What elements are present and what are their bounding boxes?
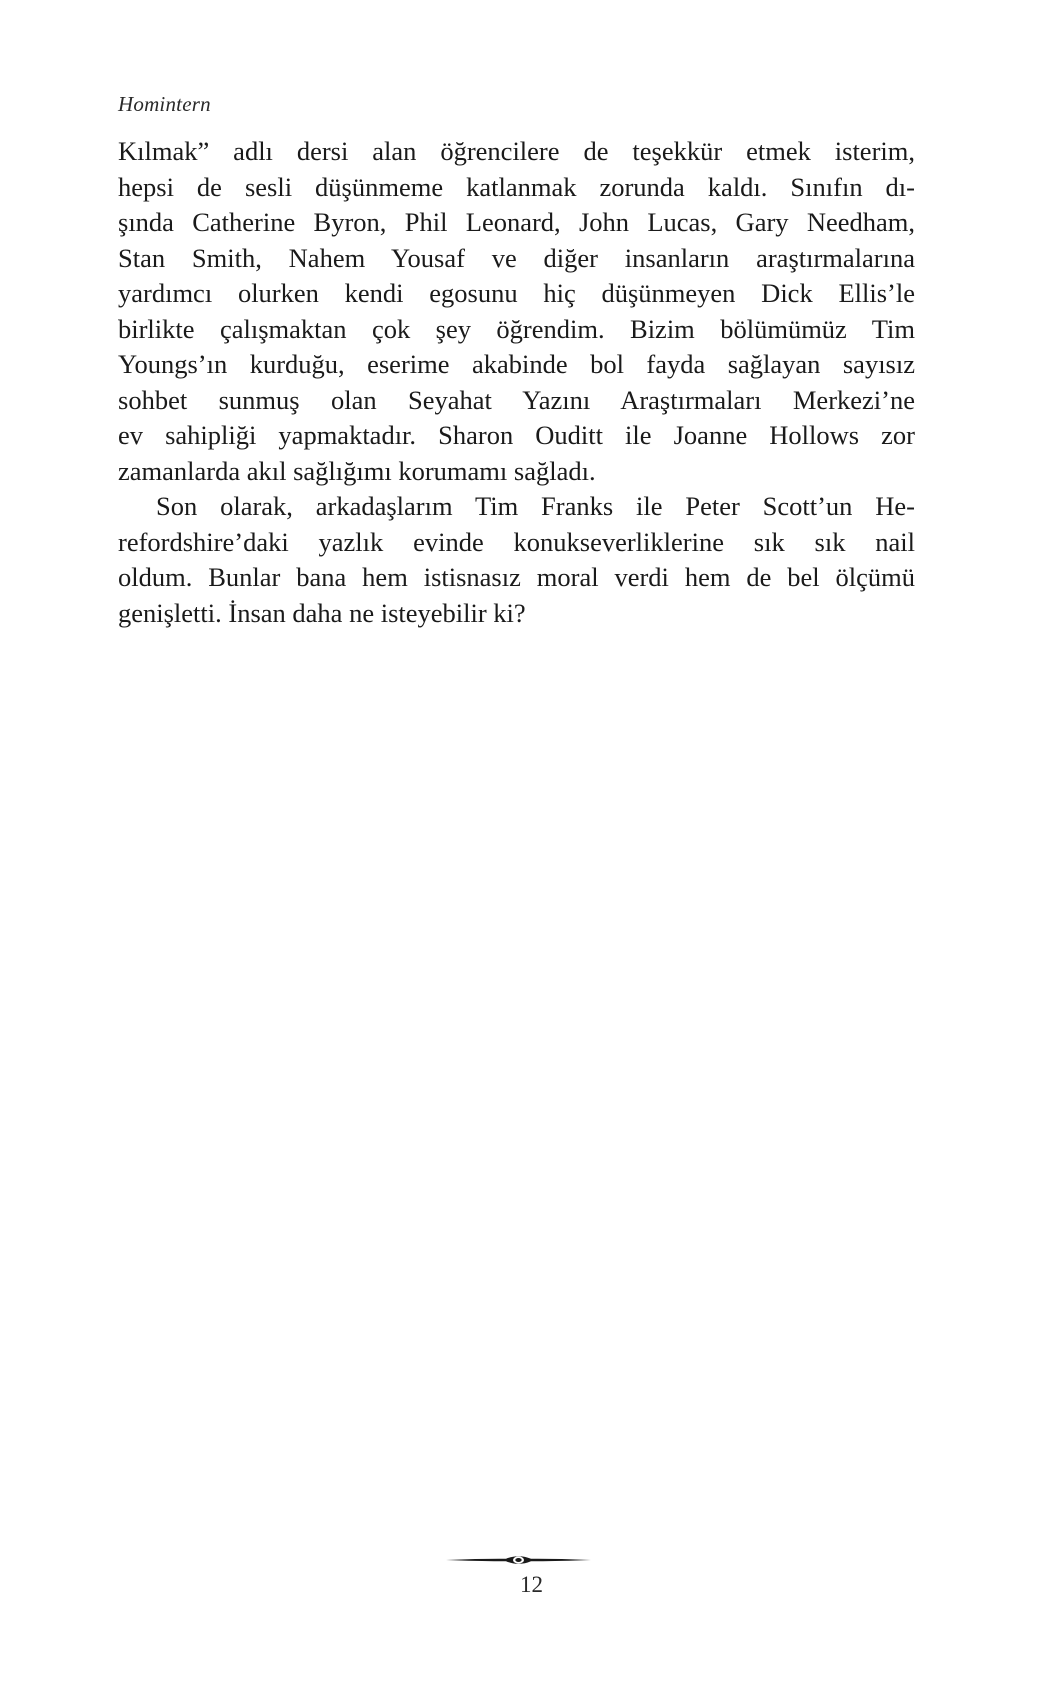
decorative-rule-icon — [446, 1552, 591, 1568]
text-line: hepsi de sesli düşünmeme katlanmak zorunda kaldı. Sınıfın dı- — [118, 171, 915, 202]
paragraph-end-line: zamanlarda akıl sağlığımı korumamı sağladı. — [118, 455, 596, 486]
text-line: birlikte çalışmaktan çok şey öğrendim. Bizim bölümümüz Tim — [118, 313, 915, 344]
text-line: oldum. Bunlar bana hem istisnasız moral verdi hem de bel ölçümü — [118, 562, 915, 592]
text-line: sohbet sunmuş olan Seyahat Yazını Araştırmaları Merkezi’ne — [118, 384, 915, 415]
text-line: Stan Smith, Nahem Yousaf ve diğer insanların araştırmalarına — [118, 242, 915, 273]
text-line: yardımcı olurken kendi egosunu hiç düşünmeyen Dick Ellis’le — [118, 278, 915, 308]
text-line: ev sahipliği yapmaktadır. Sharon Ouditt ile Joanne Hollows zor — [118, 420, 915, 450]
running-head-title: Homintern — [118, 92, 211, 116]
text-line: refordshire’daki yazlık evinde konukseverliklerine sık sık nail — [118, 526, 915, 557]
body-text — [118, 134, 915, 631]
paragraph-end-line: genişletti. İnsan daha ne isteyebilir ki? — [118, 597, 526, 628]
page-number: 12 — [520, 1572, 543, 1597]
text-line: şında Catherine Byron, Phil Leonard, John Lucas, Gary Needham, — [118, 207, 915, 237]
text-line: Youngs’ın kurduğu, eserime akabinde bol fayda sağlayan sayısız — [118, 349, 915, 379]
paragraph-start-line: Son olarak, arkadaşlarım Tim Franks ile Peter Scott’un He- — [156, 491, 915, 521]
text-line: Kılmak” adlı dersi alan öğrencilere de teşekkür etmek isterim, — [118, 136, 915, 166]
